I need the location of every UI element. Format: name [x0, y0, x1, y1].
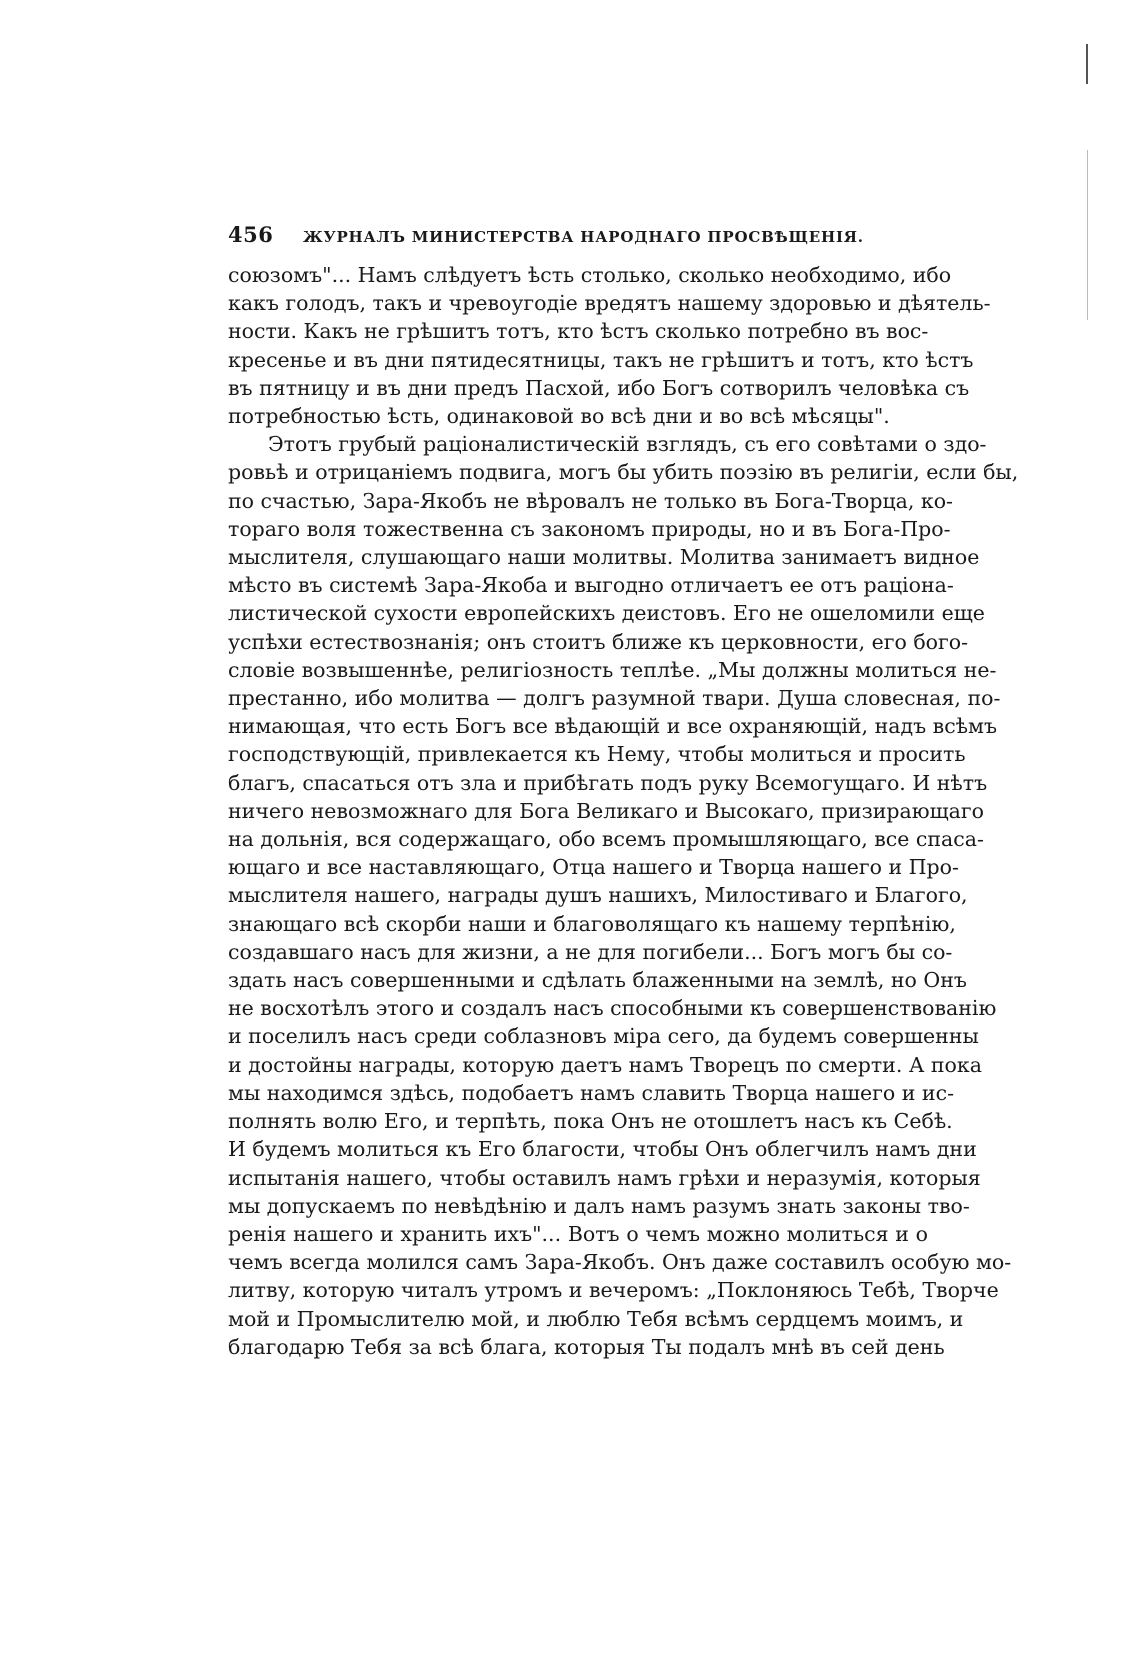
text-line: потребностью ѣсть, одинаковой во всѣ дни и во всѣ мѣсяцы". — [228, 404, 890, 429]
text-line: благодарю Тебя за всѣ блага, которыя Ты подалъ мнѣ въ сей день — [228, 1334, 945, 1359]
text-line: и поселилъ насъ среди соблазновъ міра сего, да будемъ совершенны — [228, 1024, 979, 1049]
text-line: И будемъ молиться къ Его благости, чтобы Онъ облегчилъ намъ дни — [228, 1137, 977, 1162]
text-line: и достойны награды, которую даетъ намъ Творецъ по смерти. А пока — [228, 1052, 982, 1077]
text-line: кресенье и въ дни пятидесятницы, такъ не грѣшитъ и тотъ, кто ѣстъ — [228, 347, 974, 372]
text-line: на дольнія, вся содержащаго, обо всемъ промышляющаго, все спаса- — [228, 827, 984, 852]
text-line: мыслителя нашего, награды душъ нашихъ, Милостиваго и Благого, — [228, 883, 968, 908]
text-line: какъ голодъ, такъ и чревоугодіе вредятъ нашему здоровью и дѣятель- — [228, 291, 991, 316]
text-line: словіе возвышеннѣе, религіозность теплѣе. „Мы должны молиться не- — [228, 657, 997, 682]
scan-margin-line-faint — [1087, 150, 1088, 320]
scan-margin-line — [1086, 44, 1088, 84]
text-line: тораго воля тожественна съ закономъ природы, но и въ Бога-Про- — [228, 516, 951, 541]
text-line: здать насъ совершенными и сдѣлать блаженными на землѣ, но Онъ — [228, 968, 967, 993]
text-line: въ пятницу и въ дни предъ Пасхой, ибо Богъ сотворилъ человѣка съ — [228, 375, 970, 400]
body-text — [228, 261, 1019, 1361]
text-line: не восхотѣлъ этого и создалъ насъ способными къ совершенствованію — [228, 996, 997, 1021]
text-line: мой и Промыслителю мой, и люблю Тебя всѣмъ сердцемъ моимъ, и — [228, 1306, 964, 1331]
text-line: Этотъ грубый раціоналистическій взглядъ, съ его совѣтами о здо- — [268, 432, 987, 457]
text-line: знающаго всѣ скорби наши и благоволящаго къ нашему терпѣнію, — [228, 911, 956, 936]
text-line: ности. Какъ не грѣшитъ тотъ, кто ѣстъ сколько потребно въ вос- — [228, 319, 929, 344]
text-line: ровьѣ и отрицаніемъ подвига, могъ бы убить поэзію въ религіи, если бы, — [228, 460, 1019, 485]
text-line: успѣхи естествознанія; онъ стоитъ ближе къ церковности, его бого- — [228, 629, 969, 654]
text-line: чемъ всегда молился самъ Зара-Якобъ. Онъ даже составилъ особую мо- — [228, 1250, 1012, 1275]
running-title: ЖУРНАЛЪ МИНИСТЕРСТВА НАРОДНАГО ПРОСВѢЩЕНІЯ. — [303, 228, 864, 246]
text-line: испытанія нашего, чтобы оставилъ намъ грѣхи и неразумія, которыя — [228, 1165, 981, 1190]
text-line: ничего невозможнаго для Бога Великаго и Высокаго, призирающаго — [228, 798, 984, 823]
paragraph-1 — [228, 261, 991, 430]
book-page — [228, 222, 1019, 1361]
text-line: ющаго и все наставляющаго, Отца нашего и Творца нашего и Про- — [228, 855, 959, 880]
text-line: мыслителя, слушающаго наши молитвы. Молитва занимаетъ видное — [228, 545, 980, 570]
text-line: ренія нашего и хранить ихъ"... Вотъ о чемъ можно молиться и о — [228, 1221, 928, 1246]
text-line: по счастью, Зара-Якобъ не вѣровалъ не только въ Бога-Творца, ко- — [228, 488, 953, 513]
text-line: полнять волю Его, и терпѣть, пока Онъ не отошлетъ насъ къ Себѣ. — [228, 1109, 953, 1134]
page-number: 456 — [228, 222, 274, 247]
text-line: благъ, спасаться отъ зла и прибѣгать подъ руку Всемогущаго. И нѣтъ — [228, 770, 988, 795]
page-header — [228, 222, 928, 247]
text-line: престанно, ибо молитва — долгъ разумной твари. Душа словесная, по- — [228, 686, 1001, 711]
text-line: литву, которую читалъ утромъ и вечеромъ: „Поклоняюсь Тебѣ, Творче — [228, 1278, 999, 1303]
text-line: мѣсто въ системѣ Зара-Якоба и выгодно отличаетъ ее отъ раціона- — [228, 573, 954, 598]
paragraph-2 — [228, 430, 1019, 1361]
text-line: создавшаго насъ для жизни, а не для погибели... Богъ могъ бы со- — [228, 939, 953, 964]
text-line: мы допускаемъ по невѣдѣнію и далъ намъ разумъ знать законы тво- — [228, 1193, 970, 1218]
text-line: нимающая, что есть Богъ все вѣдающій и все охраняющій, надъ всѣмъ — [228, 714, 998, 739]
text-line: господствующій, привлекается къ Нему, чтобы молиться и просить — [228, 742, 966, 767]
text-line: союзомъ"... Намъ слѣдуетъ ѣсть столько, сколько необходимо, ибо — [228, 263, 952, 287]
text-line: мы находимся здѣсь, подобаетъ намъ славить Творца нашего и ис- — [228, 1080, 954, 1105]
text-line: листической сухости европейскихъ деистовъ. Его не ошеломили еще — [228, 601, 985, 626]
